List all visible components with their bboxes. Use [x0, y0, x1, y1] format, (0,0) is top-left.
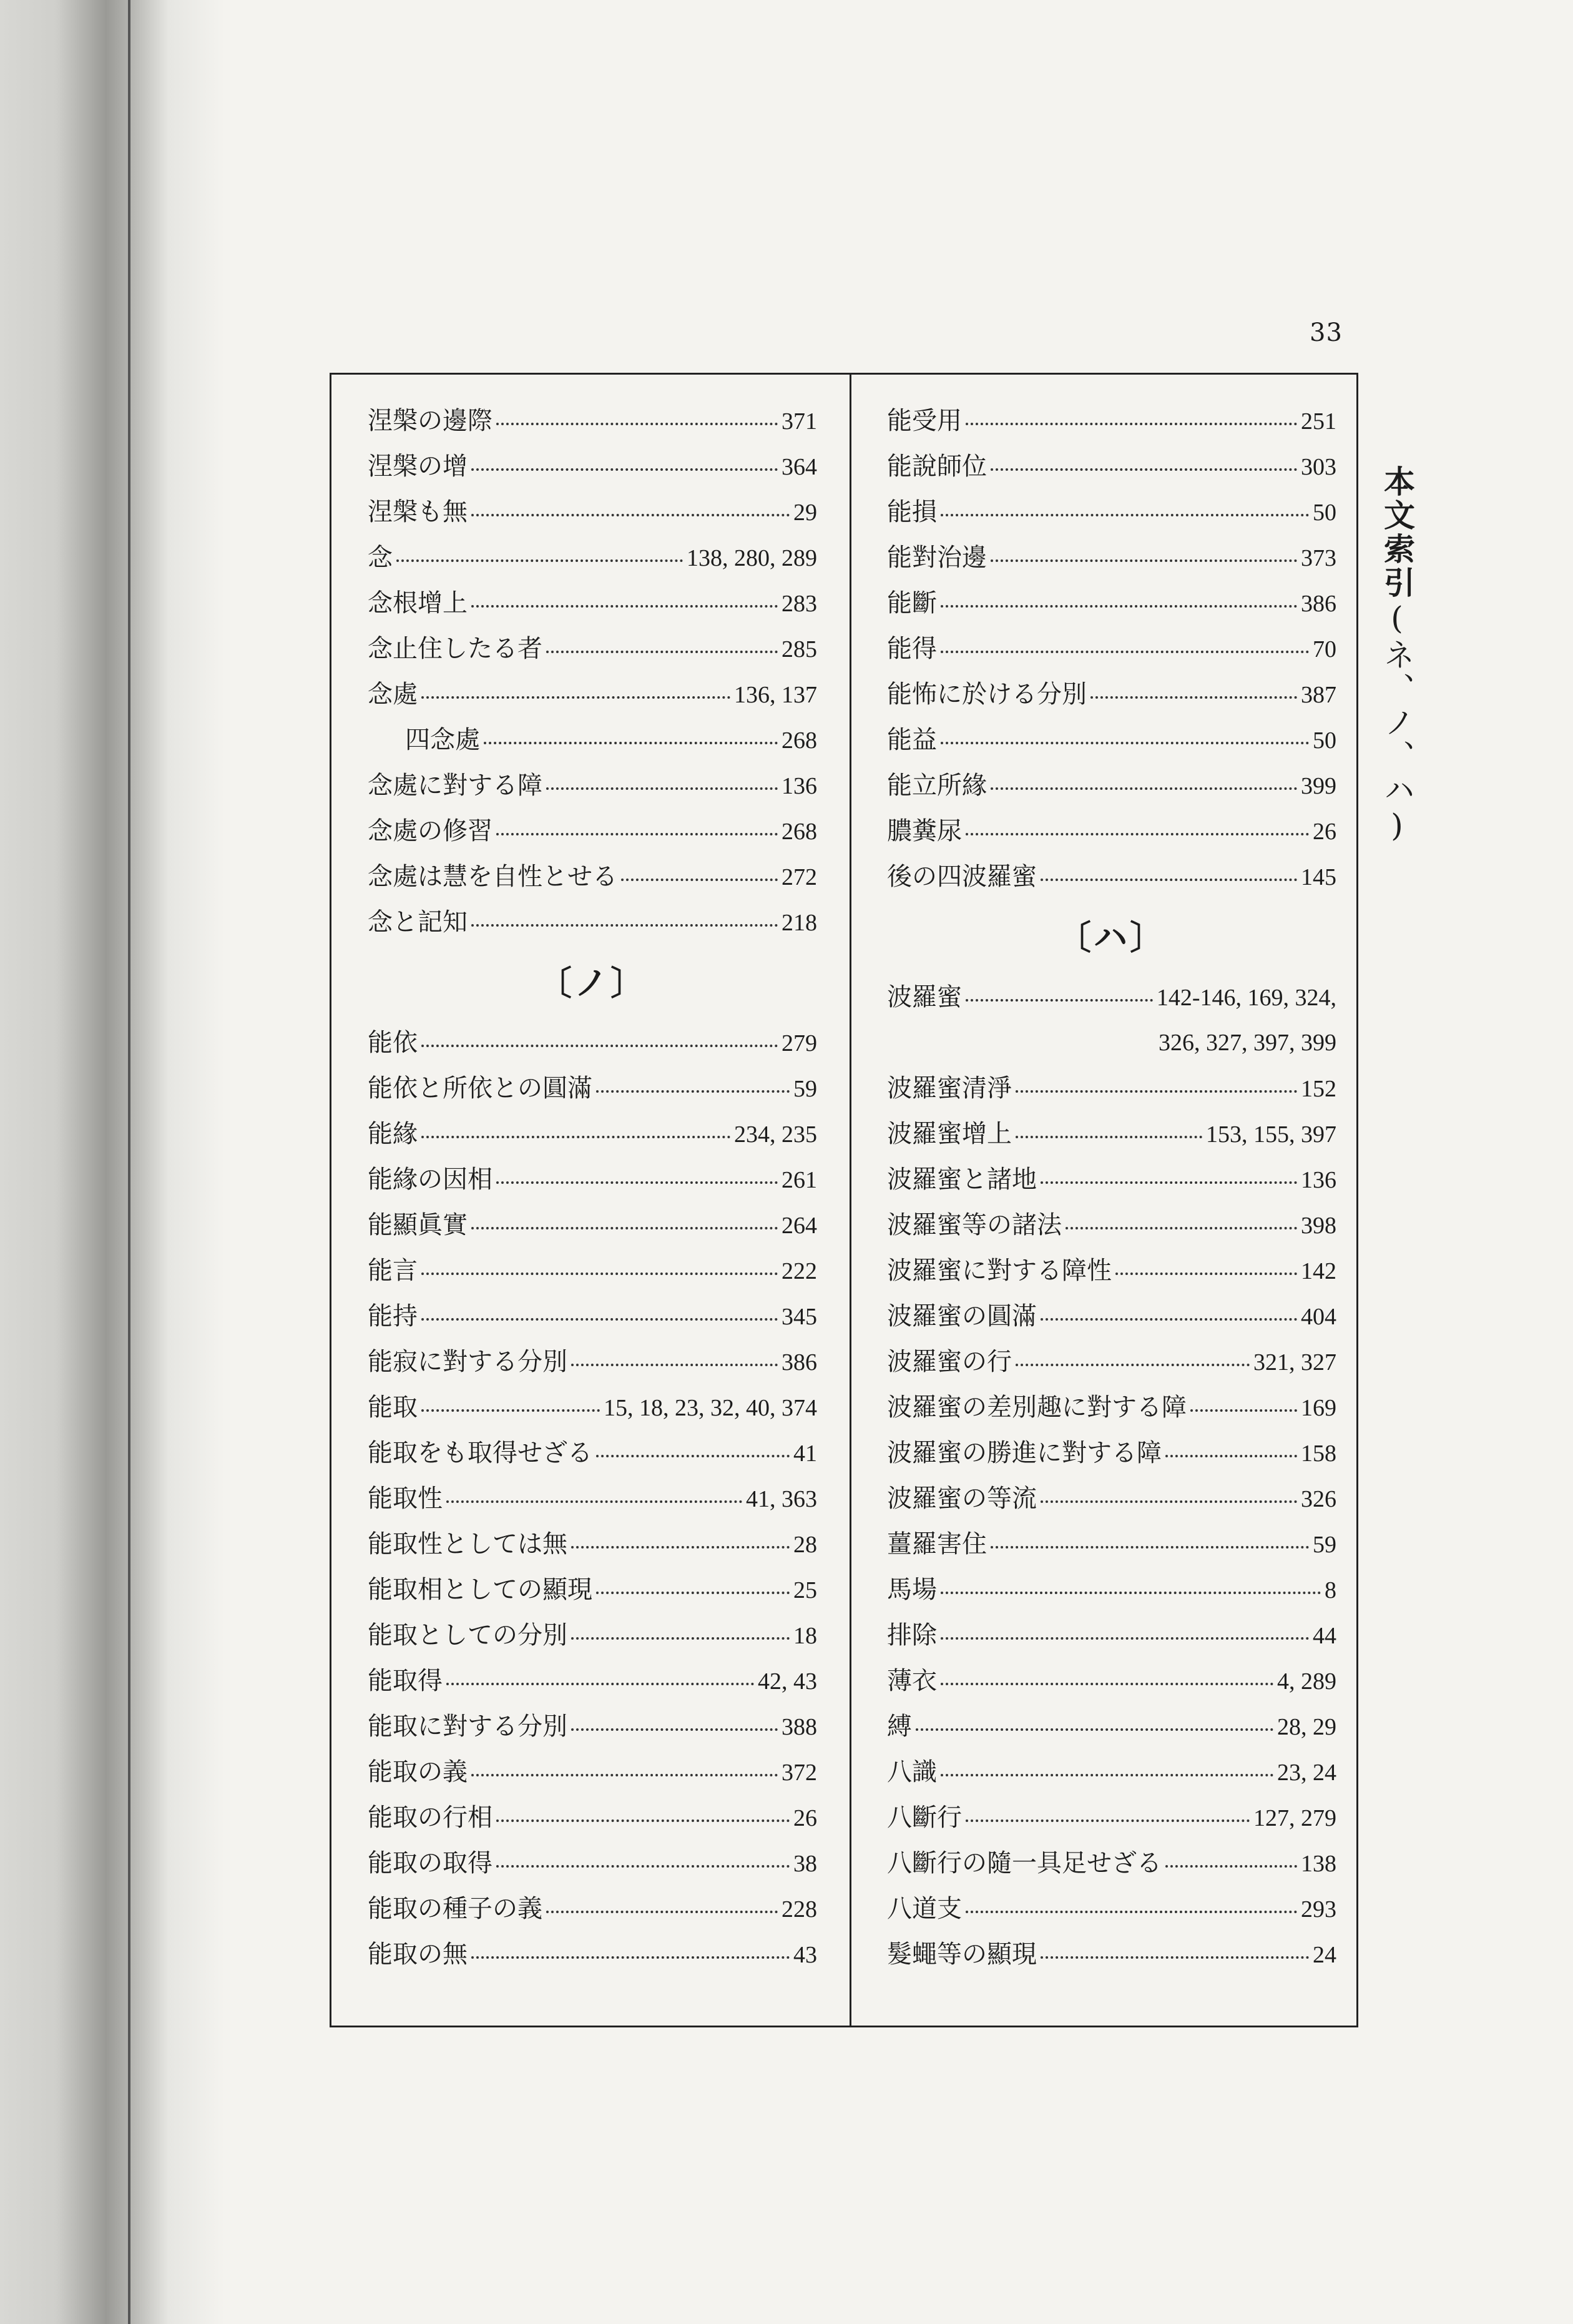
index-term: 能立所緣 [887, 771, 987, 800]
index-term: 涅槃も無 [368, 498, 468, 526]
page-refs: 29 [793, 500, 817, 526]
dot-leader [1165, 1865, 1297, 1868]
dot-leader [941, 1592, 1321, 1594]
index-term: 念處 [368, 680, 418, 709]
dot-leader [1041, 879, 1297, 881]
dot-leader [941, 1637, 1309, 1640]
index-entry [368, 535, 817, 581]
index-entry [368, 444, 817, 490]
page-refs: 268 [782, 819, 817, 845]
dot-leader [966, 1819, 1250, 1822]
dot-leader [396, 559, 683, 562]
index-entry [368, 1157, 817, 1203]
page-refs: 293 [1301, 1896, 1336, 1923]
dot-leader [471, 1956, 790, 1959]
dot-leader [966, 423, 1297, 425]
no-entries [368, 1020, 817, 1977]
page-refs: 303 [1301, 454, 1336, 480]
page-refs: 268 [782, 727, 817, 754]
binding-line [128, 0, 130, 2324]
index-entry [887, 854, 1336, 900]
index-term: 能斷 [887, 589, 937, 618]
index-term: 能取の種子の義 [368, 1894, 542, 1923]
dot-leader [421, 1318, 778, 1321]
index-entry [368, 809, 817, 854]
page-refs: 285 [782, 636, 817, 662]
page-refs: 138, 280, 289 [687, 545, 817, 571]
dot-leader [966, 833, 1309, 835]
index-term: 能取としての分別 [368, 1621, 567, 1650]
index-entry [887, 444, 1336, 490]
page-refs: 127, 279 [1253, 1805, 1336, 1831]
index-entry [368, 1613, 817, 1658]
dot-leader [1066, 1227, 1297, 1229]
index-entry [368, 1385, 817, 1430]
page-refs: 41 [793, 1440, 817, 1467]
index-term: 四念處 [405, 726, 480, 754]
index-entry [887, 1476, 1336, 1522]
index-entry [368, 1430, 817, 1476]
dot-leader [941, 605, 1297, 608]
index-entry [368, 581, 817, 626]
index-term: 能顯眞實 [368, 1211, 468, 1239]
dot-leader [546, 787, 778, 790]
index-entry [887, 1248, 1336, 1294]
index-term: 波羅蜜の等流 [887, 1484, 1037, 1513]
index-entry [368, 1248, 817, 1294]
page-refs: 44 [1313, 1623, 1336, 1649]
dot-leader [471, 514, 790, 516]
index-term: 能緣の因相 [368, 1165, 492, 1194]
dot-leader [571, 1364, 778, 1366]
index-term: 能說師位 [887, 452, 987, 481]
index-box [330, 373, 1358, 2027]
page-refs: 222 [782, 1258, 817, 1284]
page-refs: 264 [782, 1213, 817, 1239]
index-entry [368, 398, 817, 444]
dot-leader [546, 1911, 778, 1913]
index-entry [368, 1203, 817, 1248]
page-refs: 283 [782, 591, 817, 617]
index-term: 能益 [887, 726, 937, 754]
dot-leader [496, 1819, 790, 1822]
dot-leader [1041, 1500, 1297, 1503]
dot-leader [991, 468, 1297, 471]
page-refs: 142 [1301, 1258, 1336, 1284]
index-entry [368, 1932, 817, 1977]
page-refs: 386 [1301, 591, 1336, 617]
index-entry [368, 490, 817, 535]
index-term: 能取得 [368, 1667, 443, 1695]
index-entry [368, 1658, 817, 1704]
index-term: 念根增上 [368, 589, 468, 618]
ha-entries [887, 1066, 1336, 1977]
index-entry-continuation [887, 1020, 1336, 1066]
no-entries-continued [887, 398, 1336, 900]
page-refs: 228 [782, 1896, 817, 1923]
dot-leader [941, 1683, 1273, 1685]
index-term: 念止住したる者 [368, 634, 542, 663]
dot-leader [966, 999, 1153, 1002]
index-entry [887, 1430, 1336, 1476]
dot-leader [991, 1546, 1309, 1549]
index-term: 能言 [368, 1256, 418, 1285]
index-term: 波羅蜜の行 [887, 1347, 1012, 1376]
dot-leader [546, 651, 778, 653]
page-refs: 234, 235 [734, 1121, 817, 1148]
dot-leader [1165, 1455, 1297, 1457]
dot-leader [1041, 1318, 1297, 1321]
dot-leader [941, 651, 1309, 653]
index-term: 八識 [887, 1758, 937, 1786]
index-entry [887, 1750, 1336, 1795]
page-refs: 158 [1301, 1440, 1336, 1467]
index-term: 能緣 [368, 1120, 418, 1148]
index-entry [887, 1932, 1336, 1977]
index-term: 波羅蜜の勝進に對する障 [887, 1439, 1162, 1467]
index-term: 能得 [887, 634, 937, 663]
page-refs: 152 [1301, 1076, 1336, 1102]
page-refs: 28, 29 [1277, 1714, 1336, 1740]
page-refs: 272 [782, 864, 817, 890]
dot-leader [1016, 1364, 1250, 1366]
section-heading-ha: 〔ハ〕 [1057, 917, 1166, 957]
index-entry [887, 1339, 1336, 1385]
index-term: 膿糞尿 [887, 817, 962, 845]
page-refs: 41, 363 [746, 1486, 817, 1512]
page-refs: 23, 24 [1277, 1760, 1336, 1786]
page-refs: 138 [1301, 1851, 1336, 1877]
page-refs: 373 [1301, 545, 1336, 571]
dot-leader [471, 468, 778, 471]
index-entry [368, 1339, 817, 1385]
index-term: 念處は慧を自性とせる [368, 862, 617, 891]
index-term: 能取をも取得せざる [368, 1439, 592, 1467]
index-term: 念 [368, 543, 393, 572]
section-heading-no: 〔ノ〕 [538, 963, 647, 1003]
page-refs: 364 [782, 454, 817, 480]
page-refs: 38 [793, 1851, 817, 1877]
index-term: 能取性としては無 [368, 1530, 567, 1558]
page-refs: 25 [793, 1577, 817, 1603]
index-term: 波羅蜜の差別趣に對する障 [887, 1393, 1187, 1422]
ne-entries [368, 398, 817, 945]
page-refs: 43 [793, 1942, 817, 1968]
index-entry [368, 1476, 817, 1522]
dot-leader [421, 696, 730, 699]
dot-leader [991, 559, 1297, 562]
page-refs: 50 [1313, 727, 1336, 754]
index-entry [887, 1613, 1336, 1658]
index-term: 波羅蜜に對する障性 [887, 1256, 1112, 1285]
dot-leader [484, 742, 778, 744]
index-entry [368, 1294, 817, 1339]
index-term: 能取に對する分別 [368, 1712, 567, 1741]
index-term: 能取の取得 [368, 1849, 492, 1878]
page-refs: 387 [1301, 682, 1336, 708]
side-title-main: 本文索引 [1379, 465, 1416, 600]
index-entry [368, 854, 817, 900]
page-refs: 26 [1313, 819, 1336, 845]
dot-leader [421, 1273, 778, 1275]
index-term: 能持 [368, 1302, 418, 1331]
page-refs: 169 [1301, 1395, 1336, 1421]
page-refs: 388 [782, 1714, 817, 1740]
index-entry [368, 1567, 817, 1613]
dot-leader [1090, 696, 1297, 699]
dot-leader [471, 1227, 778, 1229]
index-entry [887, 626, 1336, 672]
index-term: 能受用 [887, 406, 962, 435]
dot-leader [421, 1136, 730, 1138]
index-entry [887, 490, 1336, 535]
dot-leader [421, 1409, 600, 1412]
page-refs: 326 [1301, 1486, 1336, 1512]
page-refs: 28 [793, 1532, 817, 1558]
dot-leader [621, 879, 778, 881]
dot-leader [1041, 1956, 1309, 1959]
index-term: 能損 [887, 498, 937, 526]
index-term: 排除 [887, 1621, 937, 1650]
dot-leader [596, 1090, 790, 1093]
binding-shadow [0, 0, 225, 2324]
page-refs: 142-146, 169, 324, [1156, 985, 1336, 1011]
page-refs: 386 [782, 1349, 817, 1376]
side-title [1379, 465, 1419, 846]
dot-leader [1115, 1273, 1297, 1275]
index-term: 薄衣 [887, 1667, 937, 1695]
left-column [368, 398, 817, 1977]
dot-leader [941, 1774, 1273, 1776]
page-refs: 136 [782, 773, 817, 799]
dot-leader [1016, 1090, 1297, 1093]
right-column [887, 398, 1336, 1977]
index-term: 後の四波羅蜜 [887, 862, 1037, 891]
page-refs: 279 [782, 1030, 817, 1056]
index-entry [887, 535, 1336, 581]
page-refs: 398 [1301, 1213, 1336, 1239]
page-refs: 59 [1313, 1532, 1336, 1558]
index-entry [887, 1522, 1336, 1567]
index-entry [887, 763, 1336, 809]
dot-leader [571, 1546, 790, 1549]
index-entry [368, 1111, 817, 1157]
index-term: 波羅蜜 [887, 983, 962, 1012]
dot-leader [471, 1774, 778, 1776]
index-term: 涅槃の邊際 [368, 406, 492, 435]
dot-leader [446, 1500, 742, 1503]
dot-leader [446, 1683, 754, 1685]
index-entry [887, 398, 1336, 444]
page-refs: 261 [782, 1167, 817, 1193]
index-term: 能取の義 [368, 1758, 468, 1786]
page-refs: 404 [1301, 1304, 1336, 1330]
page-refs: 8 [1325, 1577, 1336, 1603]
index-entry [887, 1294, 1336, 1339]
index-entry [887, 975, 1336, 1020]
index-entry [368, 1704, 817, 1750]
dot-leader [1041, 1181, 1297, 1184]
page-refs: 399 [1301, 773, 1336, 799]
index-term: 八道支 [887, 1894, 962, 1923]
page-refs: 50 [1313, 500, 1336, 526]
index-entry [887, 581, 1336, 626]
index-entry [887, 1066, 1336, 1111]
page-refs: 136, 137 [734, 682, 817, 708]
index-term: 能寂に對する分別 [368, 1347, 567, 1376]
page-refs: 24 [1313, 1942, 1336, 1968]
column-divider [850, 375, 851, 2026]
index-term: 波羅蜜の圓滿 [887, 1302, 1037, 1331]
dot-leader [941, 742, 1309, 744]
index-entry [368, 1841, 817, 1886]
index-term: 波羅蜜清淨 [887, 1074, 1012, 1103]
page-refs: 26 [793, 1805, 817, 1831]
index-entry [887, 1795, 1336, 1841]
index-entry [368, 1066, 817, 1111]
dot-leader [941, 514, 1309, 516]
dot-leader [571, 1637, 790, 1640]
dot-leader [1190, 1409, 1297, 1412]
index-entry [887, 1567, 1336, 1613]
index-term: 念と記知 [368, 908, 468, 937]
page-refs: 251 [1301, 408, 1336, 435]
index-term: 八斷行の隨一具足せざる [887, 1849, 1162, 1878]
dot-leader [496, 1181, 778, 1184]
side-title-sub: (ネ、ノ、ハ) [1379, 600, 1415, 846]
index-term: 波羅蜜增上 [887, 1120, 1012, 1148]
index-entry [368, 1886, 817, 1932]
dot-leader [991, 787, 1297, 790]
index-entry [887, 1111, 1336, 1157]
dot-leader [596, 1592, 790, 1594]
index-term: 八斷行 [887, 1803, 962, 1832]
index-term: 薑羅害住 [887, 1530, 987, 1558]
index-entry [887, 1658, 1336, 1704]
index-entry [368, 763, 817, 809]
index-entry [368, 672, 817, 717]
index-term: 波羅蜜と諸地 [887, 1165, 1037, 1194]
index-entry [887, 809, 1336, 854]
dot-leader [966, 1911, 1297, 1913]
page-refs: 218 [782, 910, 817, 936]
dot-leader [421, 1045, 778, 1047]
index-entry [368, 1020, 817, 1066]
index-term: 念處に對する障 [368, 771, 542, 800]
page-refs: 321, 327 [1253, 1349, 1336, 1376]
dot-leader [496, 1865, 790, 1868]
page-refs: 371 [782, 408, 817, 435]
index-term: 髮蠅等の顯現 [887, 1940, 1037, 1969]
index-entry [887, 717, 1336, 763]
index-entry [887, 1157, 1336, 1203]
page-refs: 326, 327, 397, 399 [1159, 1030, 1336, 1056]
dot-leader [496, 833, 778, 835]
dot-leader [471, 605, 778, 608]
index-term: 念處の修習 [368, 817, 492, 845]
dot-leader [571, 1728, 778, 1731]
page-refs: 345 [782, 1304, 817, 1330]
page-refs: 59 [793, 1076, 817, 1102]
index-entry [368, 1750, 817, 1795]
index-term: 馬場 [887, 1575, 937, 1604]
dot-leader [496, 423, 778, 425]
index-entry [368, 626, 817, 672]
page-refs: 145 [1301, 864, 1336, 890]
index-entry [368, 1522, 817, 1567]
index-term: 能取相としての顯現 [368, 1575, 592, 1604]
dot-leader [596, 1455, 790, 1457]
index-entry [887, 672, 1336, 717]
index-entry [887, 1886, 1336, 1932]
index-term: 能依 [368, 1028, 418, 1057]
index-term: 能對治邊 [887, 543, 987, 572]
dot-leader [471, 924, 778, 927]
index-entry [887, 1385, 1336, 1430]
page-refs: 42, 43 [758, 1668, 817, 1695]
index-entry [368, 717, 817, 763]
index-term: 能取の行相 [368, 1803, 492, 1832]
index-term: 波羅蜜等の諸法 [887, 1211, 1062, 1239]
index-entry [368, 1795, 817, 1841]
page-refs: 4, 289 [1277, 1668, 1336, 1695]
page-refs: 153, 155, 397 [1206, 1121, 1336, 1148]
page-number: 33 [1310, 318, 1343, 347]
index-entry [887, 1841, 1336, 1886]
dot-leader [1016, 1136, 1202, 1138]
index-term: 能取の無 [368, 1940, 468, 1969]
page-refs: 15, 18, 23, 32, 40, 374 [604, 1395, 817, 1421]
page-refs: 372 [782, 1760, 817, 1786]
index-term: 縛 [887, 1712, 912, 1741]
page-refs: 18 [793, 1623, 817, 1649]
index-term: 能怖に於ける分別 [887, 680, 1087, 709]
index-entry [887, 1704, 1336, 1750]
index-term: 涅槃の增 [368, 452, 468, 481]
page-refs: 136 [1301, 1167, 1336, 1193]
page-refs: 70 [1313, 636, 1336, 662]
index-term: 能取性 [368, 1484, 443, 1513]
index-term: 能取 [368, 1393, 418, 1422]
dot-leader [916, 1728, 1273, 1731]
index-entry [887, 1203, 1336, 1248]
index-term: 能依と所依との圓滿 [368, 1074, 592, 1103]
index-entry [368, 900, 817, 945]
